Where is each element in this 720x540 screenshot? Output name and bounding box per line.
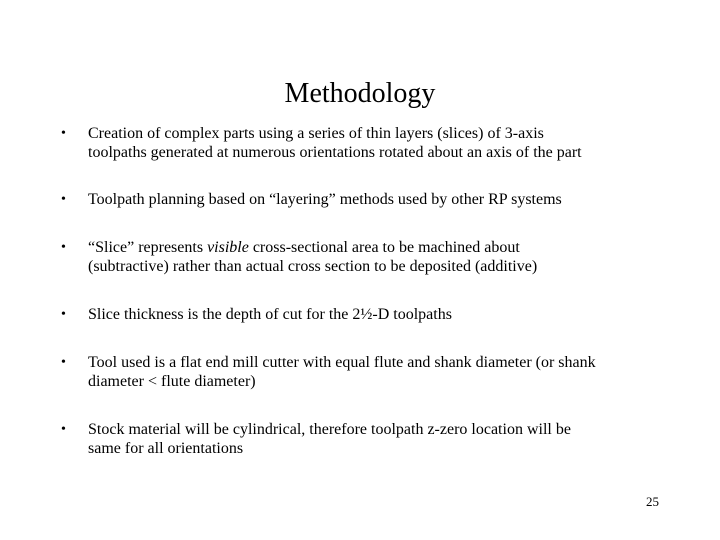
bullet-text [88, 124, 668, 162]
bullet-line: Stock material will be cylindrical, therefore toolpath z-zero location will be [88, 421, 571, 438]
bullet-segment: cross-sectional area to be machined about [248, 239, 520, 256]
bullet-line: Toolpath planning based on “layering” methods used by other RP systems [88, 191, 562, 208]
bullet-line: Creation of complex parts using a series of thin layers (slices) of 3-axis [88, 125, 544, 142]
bullet-line: diameter < flute diameter) [88, 373, 256, 390]
bullet-line [88, 238, 668, 257]
bullet-segment: “Slice” represents [88, 239, 208, 256]
bullet-text [88, 238, 668, 276]
bullet-line: Slice thickness is the depth of cut for the 2½-D toolpaths [88, 306, 452, 323]
bullet-line: same for all orientations [88, 440, 244, 457]
bullet-text [88, 420, 668, 458]
bullet-dot-icon: • [61, 422, 66, 437]
bullet-text [88, 190, 668, 209]
bullet-line: Tool used is a flat end mill cutter with equal flute and shank diameter (or shank [88, 354, 596, 371]
bullet-dot-icon: • [61, 126, 66, 141]
bullet-text [88, 305, 668, 324]
bullet-line: toolpaths generated at numerous orientations rotated about an axis of the part [88, 144, 582, 161]
slide-title-text: Methodology [284, 78, 436, 109]
bullet-text [88, 353, 668, 391]
bullet-emphasis: visible [207, 239, 249, 256]
bullet-dot-icon: • [61, 307, 66, 322]
page-number: 25 [646, 494, 659, 509]
bullet-dot-icon: • [61, 240, 66, 255]
bullet-dot-icon: • [61, 192, 66, 207]
bullet-line: (subtractive) rather than actual cross section to be deposited (additive) [88, 258, 538, 275]
bullet-dot-icon: • [61, 355, 66, 370]
